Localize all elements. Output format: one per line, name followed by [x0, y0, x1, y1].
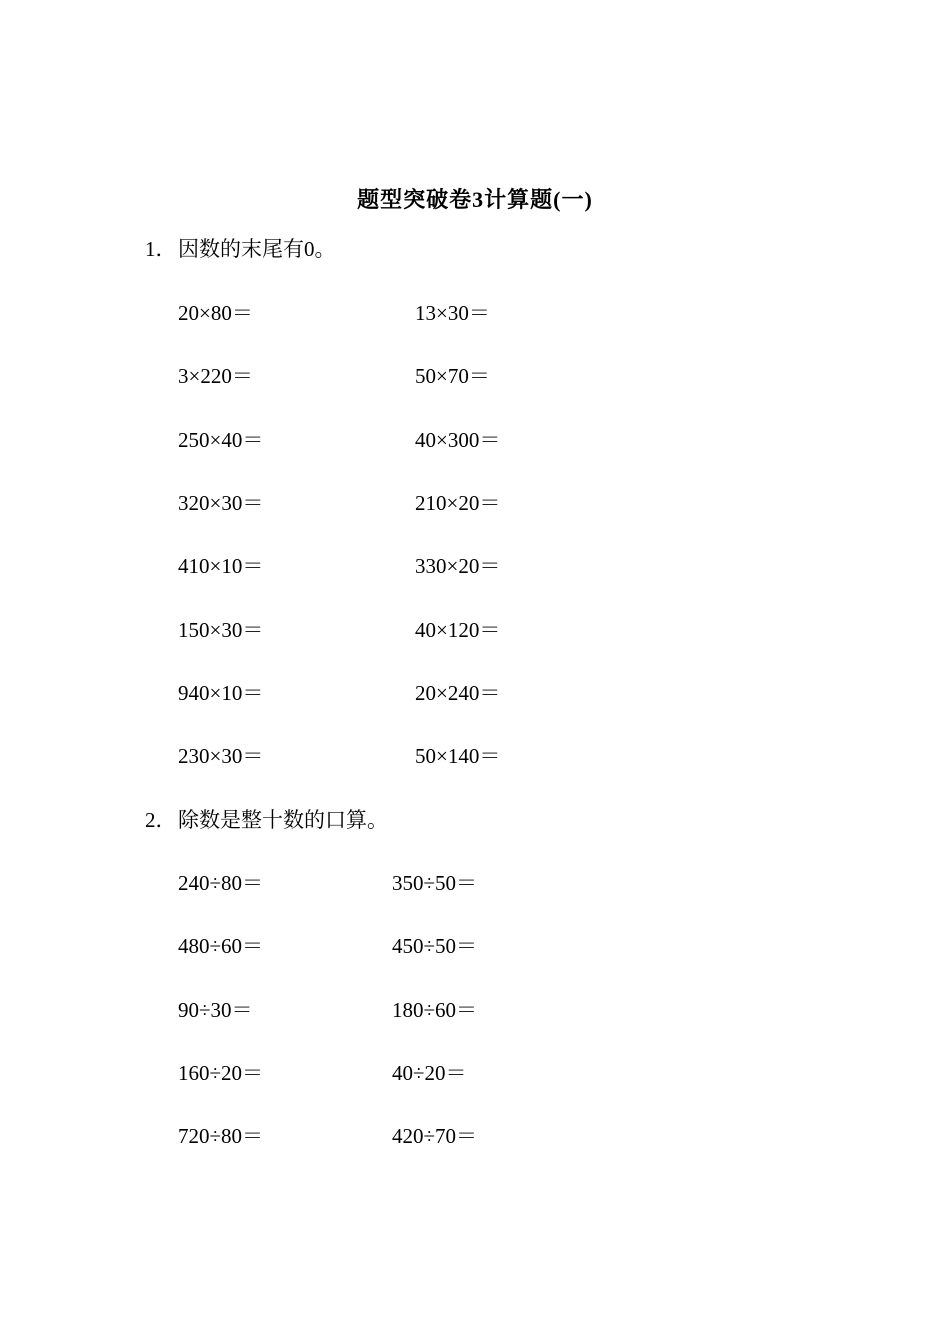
problem-expression: 210×20＝ — [415, 490, 501, 515]
problem-expression: 250×40＝ — [178, 427, 264, 452]
problem-expression: 20×240＝ — [415, 680, 501, 705]
problem-expression: 720÷80＝ — [178, 1124, 264, 1149]
problem-expression: 20×80＝ — [178, 301, 253, 325]
problem-expression: 410×10＝ — [178, 554, 264, 579]
problem-expression: 940×10＝ — [178, 680, 264, 705]
page-title: 题型突破卷3计算题(一) — [357, 187, 593, 212]
problem-expression: 180÷60＝ — [392, 997, 478, 1022]
problem-expression: 160÷20＝ — [178, 1060, 264, 1085]
problem-expression: 40÷20＝ — [392, 1060, 467, 1085]
section-2-heading — [145, 805, 388, 835]
problem-expression: 330×20＝ — [415, 554, 501, 579]
problem-expression: 50×70＝ — [415, 364, 490, 389]
problem-expression: 3×220＝ — [178, 364, 253, 389]
problem-expression: 350÷50＝ — [392, 871, 478, 895]
section-1-label: 因数的末尾有0。 — [178, 237, 336, 261]
problem-expression: 230×30＝ — [178, 744, 264, 769]
problem-expression: 150×30＝ — [178, 617, 264, 642]
section-2-label: 除数是整十数的口算。 — [178, 808, 388, 832]
problem-expression: 13×30＝ — [415, 301, 490, 325]
section-2-number: 2． — [145, 808, 177, 832]
problem-expression: 320×30＝ — [178, 490, 264, 515]
problem-expression: 240÷80＝ — [178, 871, 264, 895]
problem-expression: 40×300＝ — [415, 427, 501, 452]
problem-expression: 90÷30＝ — [178, 997, 253, 1022]
section-1-number: 1． — [145, 237, 177, 261]
problem-expression: 40×120＝ — [415, 617, 501, 642]
problem-expression: 480÷60＝ — [178, 934, 264, 959]
problem-expression: 420÷70＝ — [392, 1124, 478, 1149]
problem-expression: 50×140＝ — [415, 744, 501, 769]
section-1-heading — [145, 234, 336, 264]
problem-expression: 450÷50＝ — [392, 934, 478, 959]
